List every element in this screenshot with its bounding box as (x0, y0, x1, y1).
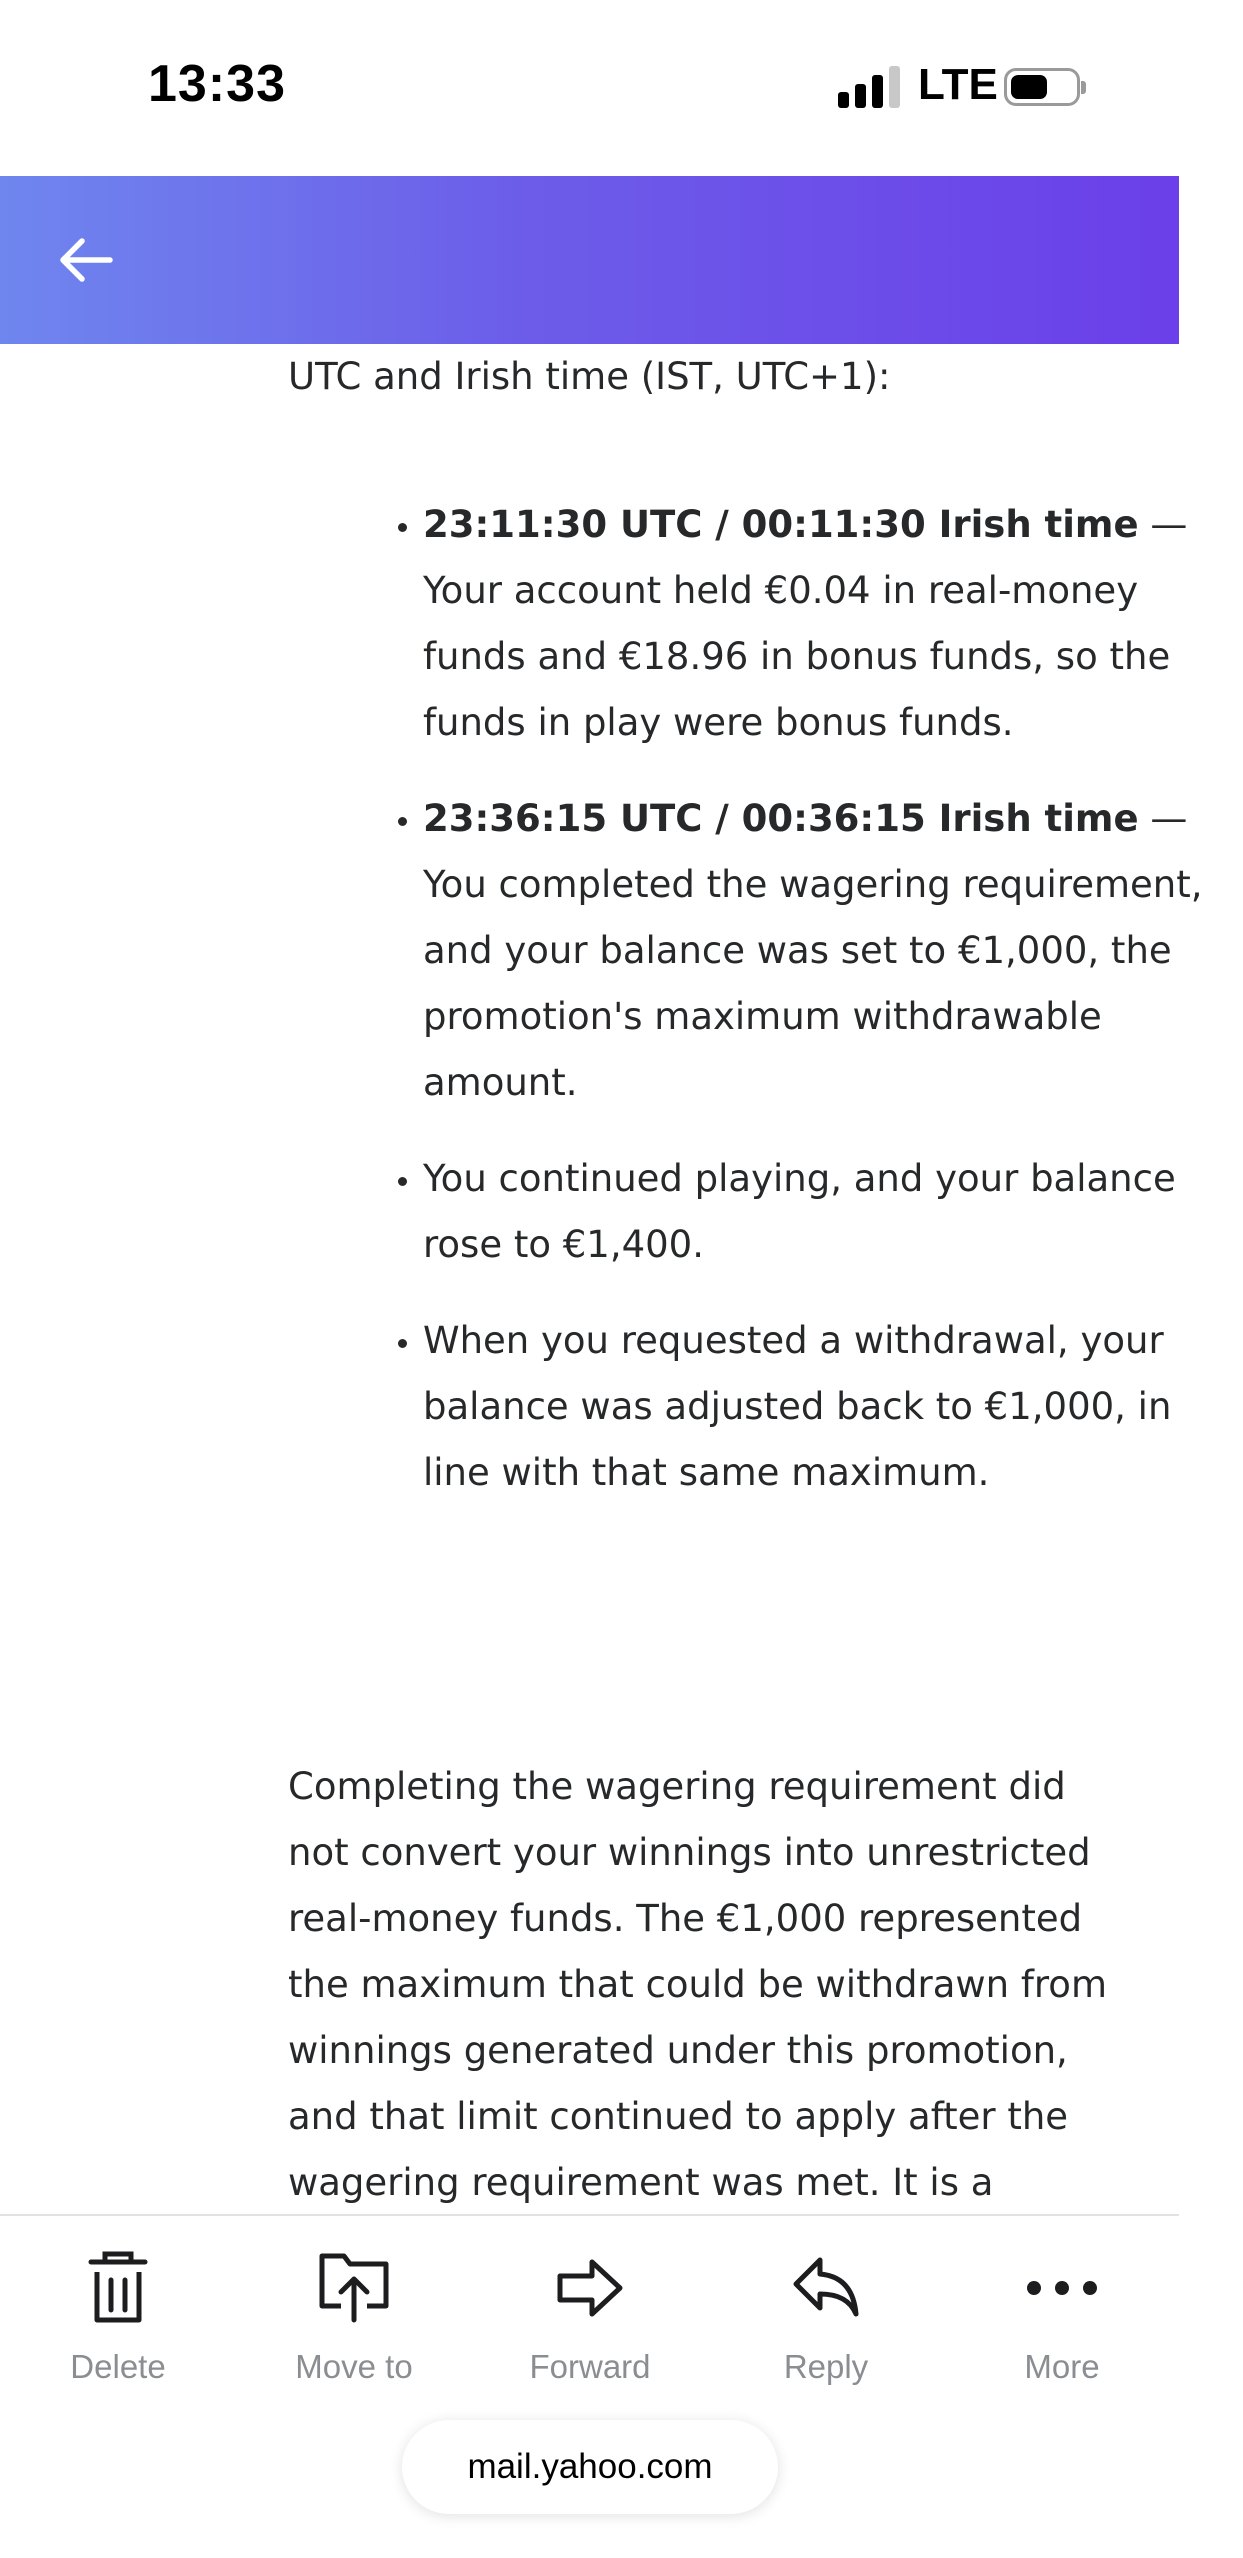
reply-button[interactable] (708, 2234, 944, 2404)
battery-icon (1004, 68, 1080, 106)
list-item-text: — You completed the wagering requirement, and your balance was set to €1,000, the promotion's maximum withdrawable amount. (423, 797, 1203, 1104)
arrow-left-icon (48, 220, 128, 300)
body-text-paragraph: Completing the wagering requirement did not convert your winnings into unrestricted real-money funds. The €1,000 represented the maximum that could be withdrawn from winnings generated under this promotion, and that limit continued to apply after the wagering requirement was met. It is a (288, 1765, 1107, 2204)
network-type: LTE (918, 60, 998, 109)
list-item (423, 786, 1243, 1116)
folder-move-icon (316, 2250, 392, 2326)
delete-label: Delete (70, 2348, 166, 2385)
list-item-text: You continued playing, and your balance rose to €1,400. (423, 1157, 1176, 1266)
more-dots-icon (1024, 2250, 1100, 2326)
forward-button[interactable] (472, 2234, 708, 2404)
list-item (423, 492, 1243, 756)
more-label: More (1024, 2348, 1100, 2385)
signal-icon (838, 66, 900, 108)
email-body (0, 344, 1203, 2214)
body-text-intro: UTC and Irish time (IST, UTC+1): (288, 355, 891, 398)
list-item-bold: 23:11:30 UTC / 00:11:30 Irish time (423, 503, 1139, 546)
reply-label: Reply (783, 2348, 869, 2385)
list-item-text: — Your account held €0.04 in real-money funds and €18.96 in bonus funds, so the funds in play were bonus funds. (423, 503, 1188, 744)
list-item-bold: 23:36:15 UTC / 00:36:15 Irish time (423, 797, 1139, 840)
move-to-button[interactable] (236, 2234, 472, 2404)
status-time: 13:33 (148, 55, 286, 113)
move-to-label: Move to (295, 2348, 413, 2385)
timeline-list (288, 492, 1243, 1536)
status-bar (0, 0, 1179, 176)
back-button[interactable] (48, 220, 128, 300)
forward-label: Forward (529, 2348, 651, 2385)
list-item-text: When you requested a withdrawal, your balance was adjusted back to €1,000, in line with that same maximum. (423, 1319, 1172, 1494)
forward-arrow-icon (554, 2250, 626, 2326)
email-header-bar (0, 176, 1179, 344)
list-item (423, 1308, 1243, 1506)
list-item (423, 1146, 1243, 1278)
more-button[interactable] (944, 2234, 1180, 2404)
browser-url-bar[interactable]: mail.yahoo.com (402, 2420, 778, 2514)
reply-arrow-icon (790, 2250, 862, 2326)
trash-icon (83, 2250, 153, 2326)
delete-button[interactable] (0, 2234, 236, 2404)
